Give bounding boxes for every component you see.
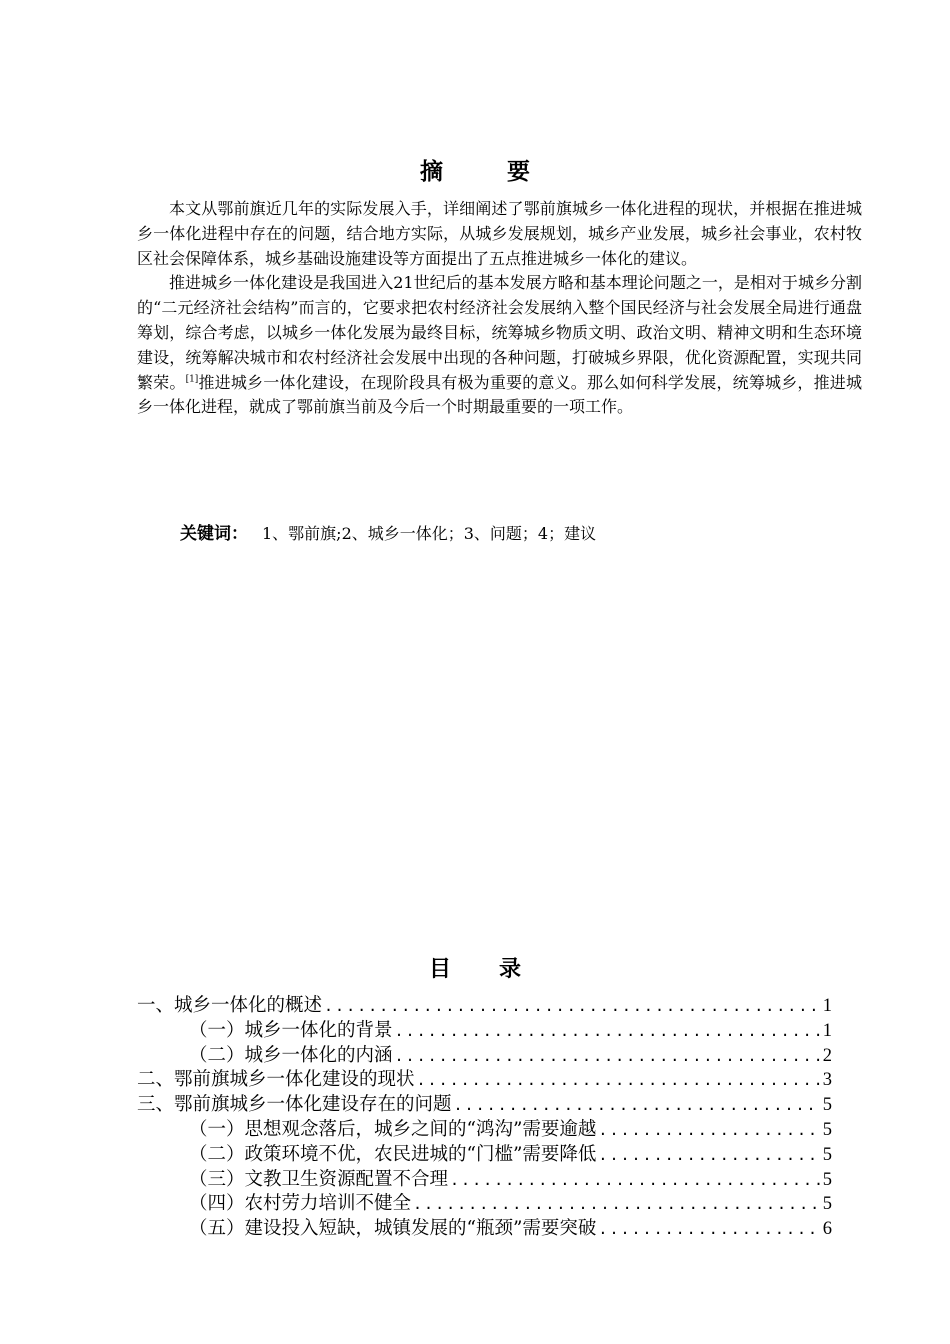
keywords-line — [180, 522, 880, 546]
toc-entry[interactable] — [137, 1044, 832, 1069]
toc-title: 目录 — [428, 957, 569, 982]
toc-entry-title: （一）城乡一体化的背景 — [189, 1019, 393, 1041]
toc-entry[interactable] — [137, 1093, 832, 1118]
abstract-body — [137, 197, 862, 420]
toc-leader-dots — [598, 1217, 820, 1242]
toc-page-number: 5 — [822, 1095, 832, 1116]
table-of-contents — [137, 994, 832, 1242]
toc-entry-title: （二）政策环境不优，农民进城的“门槛”需要降低 — [189, 1143, 597, 1165]
toc-page-number: 1 — [822, 996, 832, 1016]
toc-leader-dots — [454, 1093, 821, 1118]
toc-entry[interactable] — [137, 1192, 832, 1217]
toc-page-number: 5 — [822, 1194, 832, 1215]
toc-entry[interactable] — [137, 1019, 832, 1044]
abstract-paragraph-2-text: 推进城乡一体化建设是我国进入21世纪后的基本发展方略和基本理论问题之一，是相对于城乡分割的“二元经济社会结构”而言的，它要求把农村经济社会发展纳入整个国民经济与社会发展全局进行通盘筹划，综合考虑，以城乡一体化发展为最终目标，统筹城乡物质文明、政治文明、精神文明和生态环境建设，统筹解决城市和农村经济社会发展中出现的各种问题，打破城乡界限，优化资源配置，实现共同繁荣。 — [137, 273, 862, 392]
citation-marker: [1] — [185, 374, 199, 385]
toc-leader-dots — [598, 1143, 820, 1168]
toc-entry-title: （四）农村劳力培训不健全 — [189, 1193, 412, 1215]
toc-page-number: 1 — [822, 1020, 832, 1041]
abstract-title: 摘要 — [420, 159, 594, 185]
toc-page-number: 2 — [822, 1045, 832, 1066]
toc-leader-dots — [598, 1118, 820, 1143]
abstract-paragraph-2 — [137, 271, 862, 420]
toc-leader-dots — [395, 1044, 821, 1069]
toc-leader-dots — [413, 1192, 821, 1217]
toc-page-number: 5 — [822, 1119, 832, 1140]
toc-leader-dots — [324, 994, 821, 1019]
toc-leader-dots — [395, 1019, 821, 1044]
toc-entry[interactable] — [137, 1168, 832, 1193]
toc-page-number: 6 — [822, 1219, 832, 1240]
toc-entry-title: 一、城乡一体化的概述 — [137, 995, 323, 1016]
toc-leader-dots — [417, 1068, 821, 1093]
keywords-text: 1、鄂前旗;2、城乡一体化；3、问题；4；建议 — [262, 524, 597, 543]
toc-entry[interactable] — [137, 1068, 832, 1093]
toc-entry[interactable] — [137, 1143, 832, 1168]
toc-page-number: 5 — [822, 1144, 832, 1165]
toc-entry-title: （一）思想观念落后，城乡之间的“鸿沟”需要逾越 — [189, 1118, 597, 1140]
abstract-paragraph-1: 本文从鄂前旗近几年的实际发展入手，详细阐述了鄂前旗城乡一体化进程的现状，并根据在推进城乡一体化进程中存在的问题，结合地方实际，从城乡发展规划，城乡产业发展，城乡社会事业，农村牧区社会保障体系，城乡基础设施建设等方面提出了五点推进城乡一体化的建议。 — [137, 199, 862, 268]
toc-entry-title: 二、鄂前旗城乡一体化建设的现状 — [137, 1069, 415, 1091]
abstract-paragraph-2-continuation: 推进城乡一体化建设，在现阶段具有极为重要的意义。那么如何科学发展，统筹城乡，推进城乡一体化进程，就成了鄂前旗当前及今后一个时期最重要的一项工作。 — [137, 372, 862, 417]
toc-entry-title: （五）建设投入短缺，城镇发展的“瓶颈”需要突破 — [189, 1218, 597, 1240]
toc-page-number: 3 — [822, 1070, 832, 1091]
toc-page-number: 5 — [822, 1169, 832, 1190]
toc-leader-dots — [450, 1168, 821, 1193]
toc-entry-title: （三）文教卫生资源配置不合理 — [189, 1168, 449, 1190]
toc-entry[interactable] — [137, 994, 832, 1019]
keywords-label: 关键词： — [180, 524, 248, 544]
toc-entry[interactable] — [137, 1217, 832, 1242]
toc-entry[interactable] — [137, 1118, 832, 1143]
toc-entry-title: 三、鄂前旗城乡一体化建设存在的问题 — [137, 1094, 452, 1116]
toc-entry-title: （二）城乡一体化的内涵 — [189, 1044, 393, 1066]
